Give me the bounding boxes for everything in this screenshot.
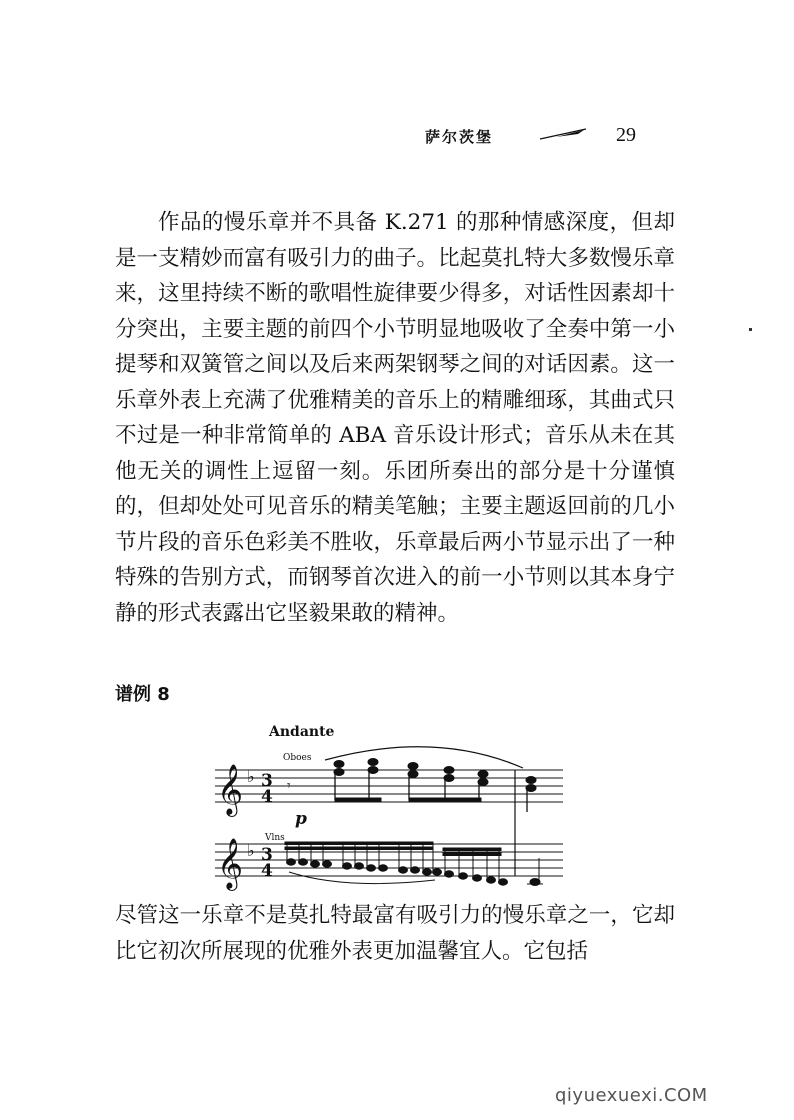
example-label: 谱例 8 [115, 684, 170, 705]
oboe-notes [334, 759, 536, 813]
page-number: 29 [616, 124, 636, 146]
margin-mark [749, 328, 752, 331]
slur-violins [289, 872, 435, 884]
eighth-rest: 𝄾 [287, 778, 291, 794]
violin-notes [285, 842, 543, 886]
time-sig-bottom-1: 4 [261, 787, 273, 807]
treble-clef-icon-2 [217, 838, 243, 891]
header-ornament [538, 126, 588, 142]
flat-sign-1: ♭ [247, 767, 255, 786]
music-score [205, 720, 585, 900]
svg-text:𝄞: 𝄞 [217, 764, 244, 815]
watermark: qiyuexuexi.COM [555, 1085, 708, 1106]
dynamic-marking: p [295, 809, 307, 829]
flat-sign-2: ♭ [247, 841, 255, 860]
body-paragraph: 作品的慢乐章并不具备 K.271 的那种情感深度，但却是一支精妙而富有吸引力的曲子。比起莫扎特大多数慢乐章来，这里持续不断的歌唱性旋律要少得多，对话性因素却十分突出，主要主题的前四个小节明显地吸收了全奏中第一小提琴和双簧管之间以及后来两架钢琴之间的对话因素。这一乐章外表上充满了优雅精美的音乐上的精雕细琢，其曲式只不过是一种非常简单的 ABA 音乐设计形式；音乐从未在其他无关的调性上逗留一刻。乐团所奏出的部分是十分谨慎的，但却处处可见音乐的精美笔触；主要主题返回前的几小节片段的音乐色彩美不胜收，乐章最后两小节显示出了一种特殊的告别方式，而钢琴首次进入的前一小节则以其本身宁静的形式表露出它坚毅果敢的精神。 [115, 210, 675, 626]
score-instrument-2: Vlns [265, 833, 285, 843]
continuation-paragraph: 尽管这一乐章不是莫扎特最富有吸引力的慢乐章之一，它却比它初次所展现的优雅外表更加温馨宜人。它包括 [115, 903, 675, 964]
time-sig-bottom-2: 4 [261, 861, 273, 881]
svg-text:𝄞: 𝄞 [217, 838, 244, 889]
time-sig-top-2: 3 [261, 845, 273, 865]
time-sig-top-1: 3 [261, 771, 273, 791]
treble-clef-icon-1 [217, 764, 243, 817]
slur-oboes [325, 747, 523, 768]
header-title: 萨尔茨堡 [425, 128, 494, 146]
score-tempo: Andante [269, 724, 335, 740]
score-instrument-1: Oboes [283, 753, 312, 763]
